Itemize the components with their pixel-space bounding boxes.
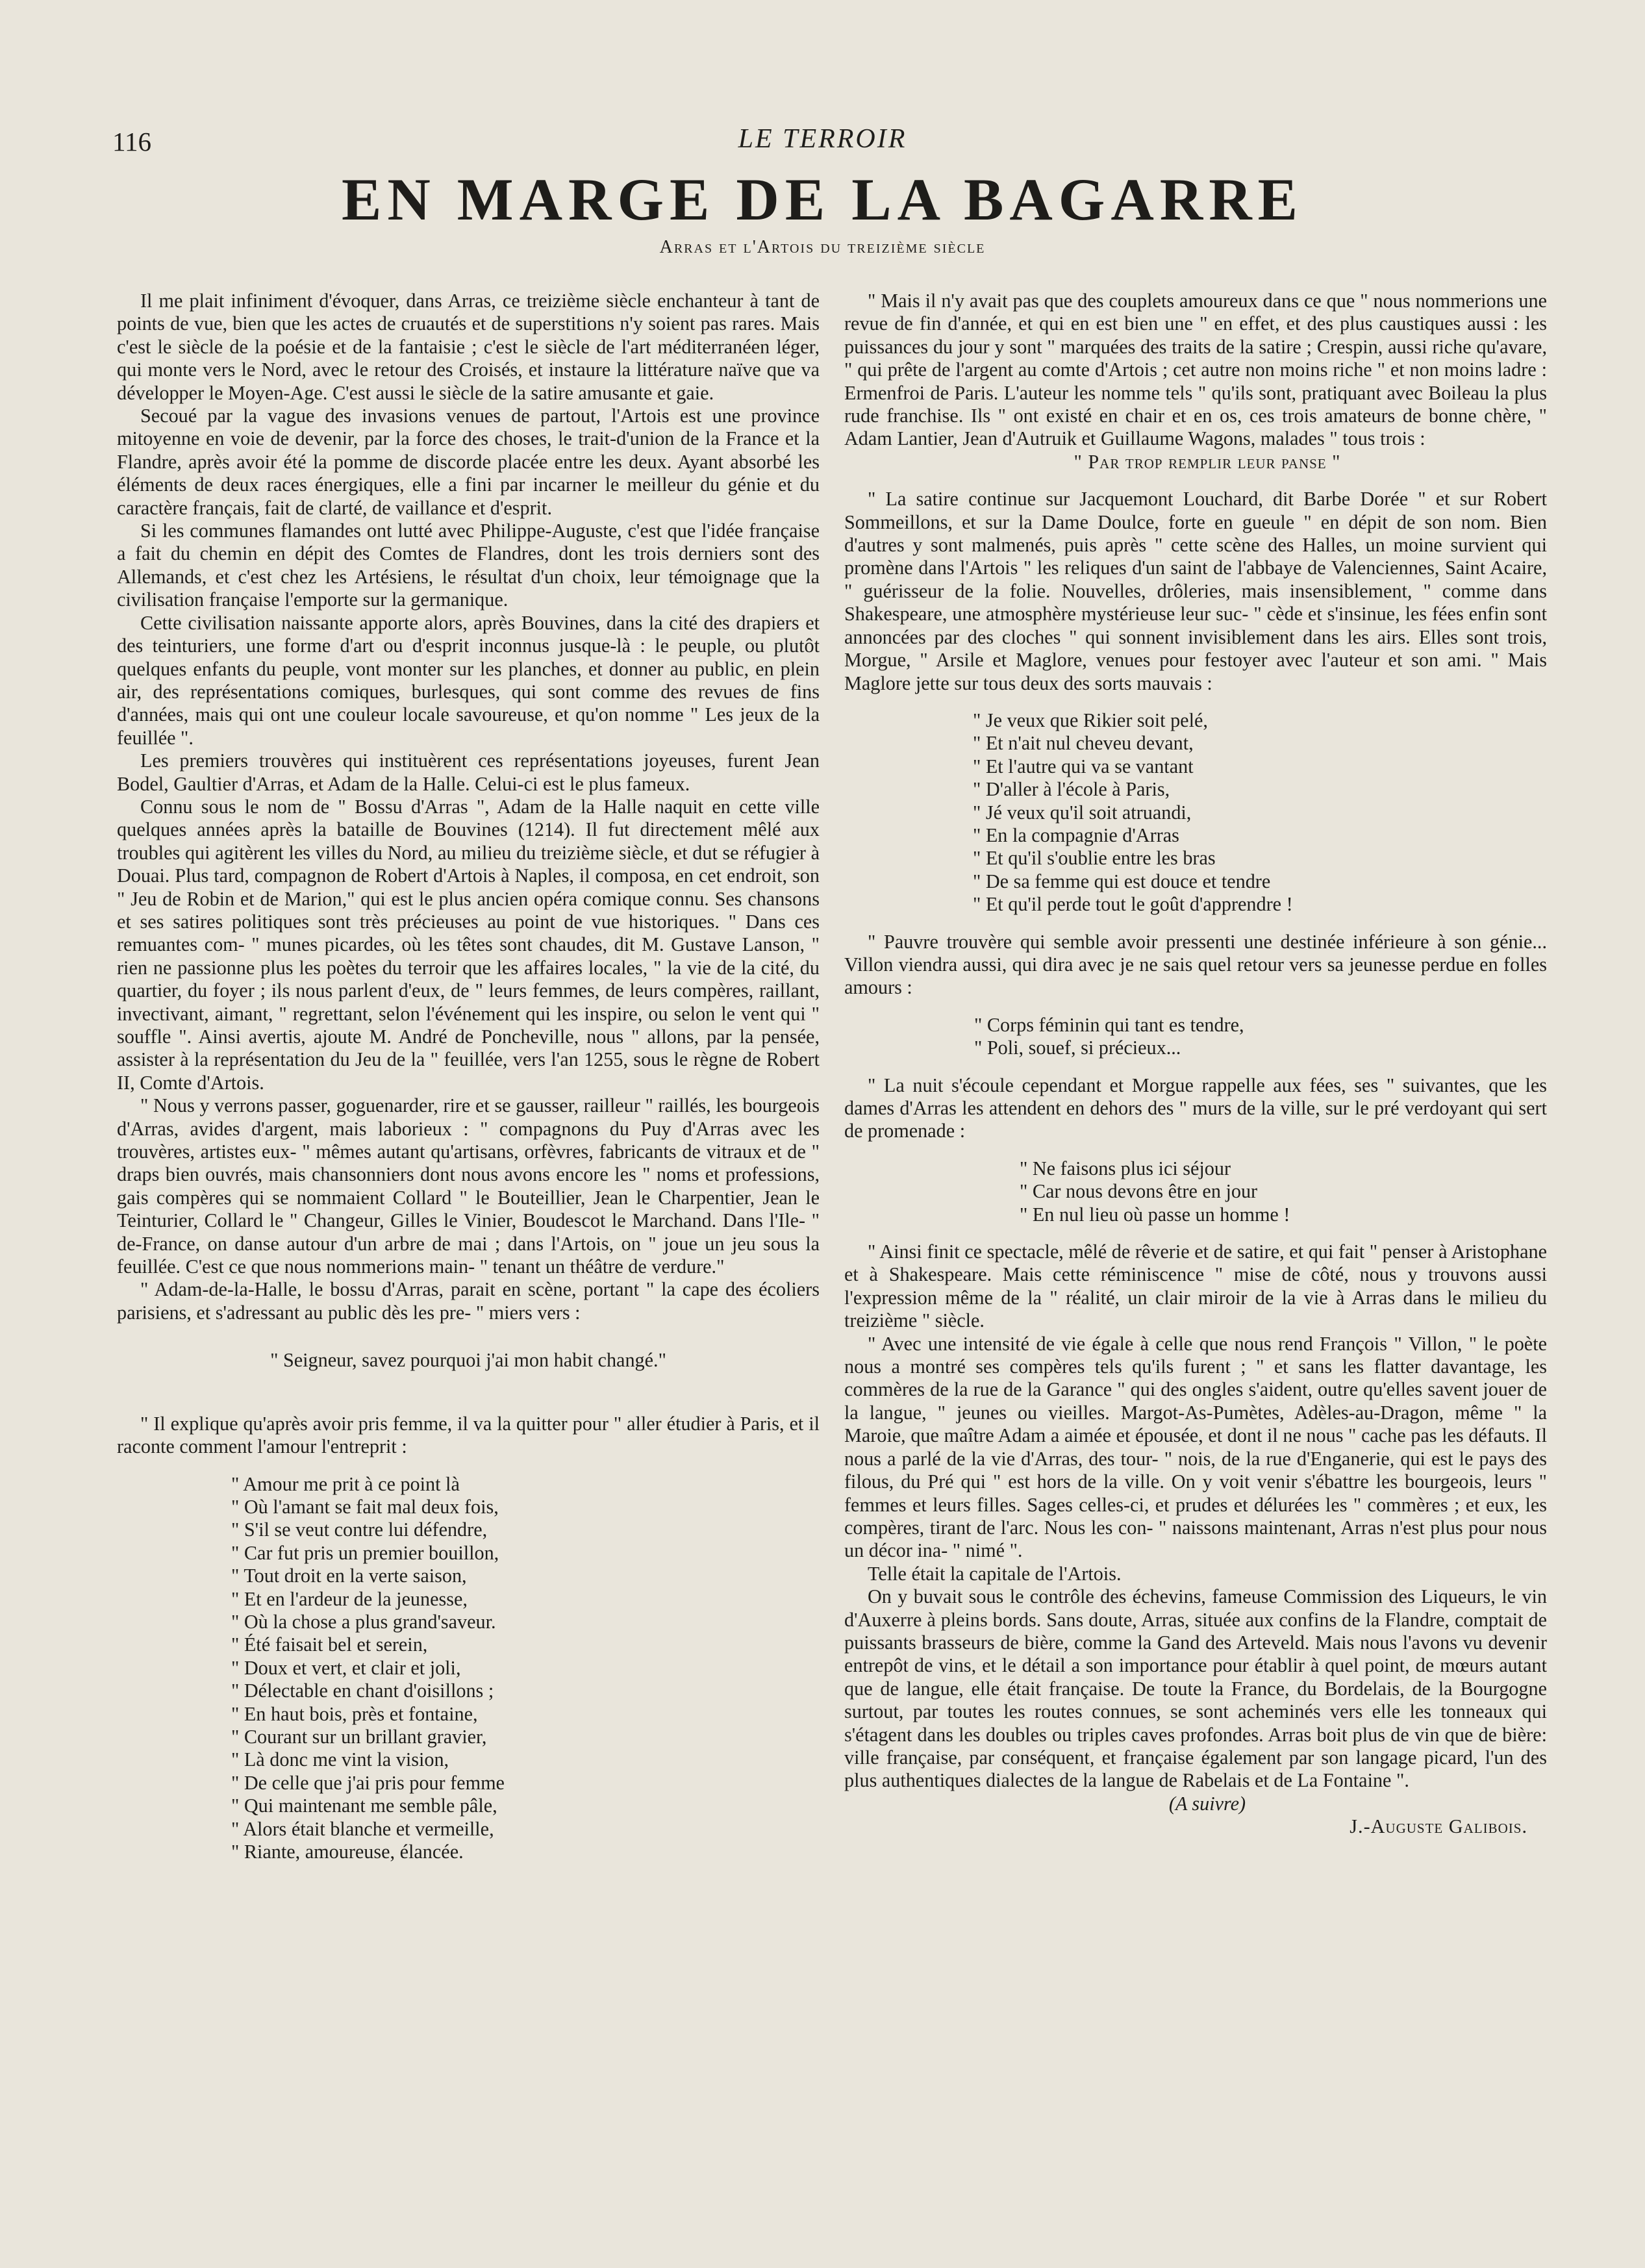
verse-line: " Riante, amoureuse, élancée. [231,1841,464,1863]
paragraph: " Mais il n'y avait pas que des couplets amoureux dans ce que " nous nommerions une revue de fin d'année, et qui en est bien une " en effet, et des plus caustiques aussi : les puissances du jour y sont " marquées des traits de la satire ; Crespin, aussi riche qu'avare, " qui prête de l'argent au comte d'Artois ; cet autre non moins riche " et non moins ladre : Ermenfroi de Paris. L'auteur les nomme tels " qu'ils sont, pratiquant avec Boileau la plus rude franchise. Ils " ont existé en chair et en os, ces trois amateurs de bonne chère, " Adam Lantier, Jean d'Autruik et Guillaume Wagons, malades " tous trois : [844,290,1547,450]
paragraph: Il me plait infiniment d'évoquer, dans Arras, ce treizième siècle enchanteur à tant de points de vue, bien que les actes de cruautés et de superstitions n'y soient pas rares. Mais c'est le siècle de la poésie et de la fantaisie ; c'est le siècle de l'art méditerranéen léger, qui monte vers le Nord, avec le retour des Croisés, et instaure la littérature naïve que va développer le Moyen-Age. C'est aussi le siècle de la satire amusante et gaie. [117,290,820,404]
verse-line: " Où l'amant se fait mal deux fois, [231,1495,499,1518]
verse-line: " Et qu'il perde tout le goût d'apprendre ! [973,893,1293,916]
verse-line: " De sa femme qui est douce et tendre [973,870,1271,892]
article-subtitle: Arras et l'Artois du treizième siècle [659,237,986,257]
paragraph: " La nuit s'écoule cependant et Morgue rappelle aux fées, ses " suivantes, que les dames d'Arras les attendent en dehors des " murs de la ville, sur le pré verdoyant qui sert de promenade : [844,1074,1547,1142]
paragraph: " La satire continue sur Jacquemont Louchard, dit Barbe Dorée " et sur Robert Sommeillons, et sur la Dame Doulce, forte en gueule " en dépit de son nom. Bien d'autres y sont malmenés, puis après " cette scène des Halles, un moine survient qui promène dans l'Artois " les reliques d'un saint de l'abbaye de Valenciennes, Saint Acaire, " guérisseur de la folie. Nouvelles, drôleries, mais insensiblement, " comme dans Shakespeare, une atmosphère mystérieuse leur suc- " cède et s'insinue, les fées enfin sont annoncées par des cloches " qui sonnent invisiblement dans les airs. Elles sont trois, Morgue, " Arsile et Maglore, venues pour festoyer avec l'auteur et son ami. " Mais Maglore jette sur tous deux des sorts mauvais : [844,488,1547,694]
page-number: 116 [112,127,151,157]
verse-line: " Poli, souef, si précieux... [974,1037,1181,1059]
paragraph: " Il explique qu'après avoir pris femme, il va la quitter pour " aller étudier à Paris, et il raconte comment l'amour l'entreprit : [117,1412,820,1458]
verse-line: " S'il se veut contre lui défendre, [231,1518,488,1541]
to-be-continued: (A suivre) [1168,1792,1246,1815]
verse-line: " Délectable en chant d'oisillons ; [231,1680,494,1702]
verse-line: " En la compagnie d'Arras [973,824,1179,846]
paragraph: " Nous y verrons passer, goguenarder, rire et se gausser, railleur " raillés, les bourgeois d'Arras, avides d'argent, mais laborieux : " compagnons du Puy d'Arras avec les trouvères, artistes eux- " mêmes autant qu'artisans, orfèvres, fabricants de vitraux et de " draps bien ouvrés, mais chansonniers dont nous avons encore les " noms et professions, gais compères qui se nommaient Collard " le Bouteillier, Jean le Charpentier, Jean le Teinturier, Collard le " Changeur, Gilles le Vinier, Boudescot le Marchand. Dans l'Ile- " de-France, on danse autour d'un arbre de mai ; dans l'Artois, on " joue un jeu sous la feuillée. C'est ce que nous nommerions main- " tenant un théâtre de verdure." [117,1094,820,1278]
paragraph: " Ainsi finit ce spectacle, mêlé de rêverie et de satire, et qui fait " penser à Aristophane et à Shakespeare. Mais cette réminiscence " mise de côté, nous y trouvons aussi l'expression même de la " réalité, un clair miroir de la vie à Arras dans le milieu du treizième " siècle. [844,1241,1547,1332]
author-signature: J.-Auguste Galibois. [1350,1815,1527,1838]
poem-villon [844,1014,1547,1060]
verse-line: " D'aller à l'école à Paris, [973,778,1170,801]
verse-line: " Ne faisons plus ici séjour [1020,1157,1231,1179]
poem-amour [117,1473,820,1864]
verse-line: " Été faisait bel et serein, [231,1633,428,1656]
verse-line: " Tout droit en la verte saison, [231,1565,467,1587]
verse-line: " Alors était blanche et vermeille, [231,1817,494,1840]
verse-line: " Et qu'il s'oublie entre les bras [973,847,1216,870]
verse-line: " De celle que j'ai pris pour femme [231,1771,505,1794]
verse-line: " Courant sur un brillant gravier, [231,1725,487,1748]
verse-line: " Et en l'ardeur de la jeunesse, [231,1587,468,1610]
quoted-phrase: " Par trop remplir leur panse " [1074,450,1341,473]
verse-line: " Là donc me vint la vision, [231,1748,449,1771]
paragraph: Cette civilisation naissante apporte alors, après Bouvines, dans la cité des drapiers et des teinturiers, une forme d'art ou d'esprit inconnus jusque-là : le peuple, ou plutôt quelques enfants du peuple, vont monter sur les planches, et donner au public, en plein air, des représentations comiques, burlesques, qui sont comme des revues de fins d'années, mais qui ont une couleur locale savoureuse, et qu'on nomme " Les jeux de la feuillée ". [117,611,820,749]
verse-line: " Où la chose a plus grand'saveur. [231,1610,496,1633]
verse-line: " Et l'autre qui va se vantant [973,755,1194,777]
verse-line: " Corps féminin qui tant es tendre, [974,1013,1244,1036]
article-title: EN MARGE DE LA BAGARRE [341,166,1303,233]
right-column [844,290,1547,1839]
paragraph: Secoué par la vague des invasions venues de partout, l'Artois est une province mitoyenne en voie de devenir, par la force des choses, le trait-d'union de la France et la Flandre, après avoir été la pomme de discorde placée entre les deux. Ayant absorbé les éléments de deux races énergiques, elle a fini par incarner le meilleur du génie et du caractère français, fait de clarté, de vaillance et d'esprit. [117,405,820,519]
paragraph: Telle était la capitale de l'Artois. [868,1562,1122,1585]
paragraph: On y buvait sous le contrôle des échevins, fameuse Commission des Liqueurs, le vin d'Auxerre à pleins bords. Sans doute, Arras, située aux confins de la Flandre, comptait de puissants brasseurs de bière, comme la Gand des Arteveld. Mais nous l'avons vu devenir entrepôt de vins, et le détail a son importance pour établir à quel point, de mœurs autant que de langue, elle était française. De toute la France, du Bordelais, de la Bourgogne surtout, par toutes les routes connues, se sont acheminés vers elle les tonneaux qui s'étagent dans les doubles ou triples caves profondes. Arras boit plus de vin que de bière: ville française, par conséquent, et française également par son langage picard, l'un des plus authentiques dialectes de la langue de Rabelais et de La Fontaine ". [844,1585,1547,1792]
poem-fees [844,1157,1547,1226]
poem-maglore [844,709,1547,916]
paragraph: " Avec une intensité de vie égale à celle que nous rend François " Villon, " le poète nous a montré ses compères tels qu'ils furent ; " et sans les flatter davantage, les commères de la rue de la Garance " qui des ongles s'aident, outre qu'elles savent jouer de la langue, " jeunes ou vieilles. Margot-As-Pumètes, Adèles-au-Dragon, même " la Maroie, que maître Adam a aimée et épousée, et dont il ne nous " cache pas les défauts. Il nous a parlé de la vie d'Arras, des tour- " nois, de la rue d'Enganerie, qui est le pays des filous, du Pré qui " est hors de la ville. On y voit venir s'ébattre les bourgeois, leurs " femmes et leurs filles. Sages celles-ci, et prudes et délurées les " commères ; et eux, les compères, tirant de l'arc. Nous les con- " naissons maintenant, Arras n'est plus pour nous un décor ina- " nimé ". [844,1332,1547,1562]
quoted-verse: " Seigneur, savez pourquoi j'ai mon habit changé." [270,1349,666,1372]
verse-line: " Car fut pris un premier bouillon, [231,1541,499,1564]
verse-line: " Et n'ait nul cheveu devant, [973,732,1194,755]
verse-line: " En haut bois, près et fontaine, [231,1702,478,1725]
verse-line: " Amour me prit à ce point là [231,1472,460,1495]
verse-line: " Jé veux qu'il soit atruandi, [973,801,1192,824]
paragraph: Si les communes flamandes ont lutté avec Philippe-Auguste, c'est que l'idée française a fait du chemin en dépit des Comtes de Flandres, dont les trois derniers sont des Allemands, et c'est chez les Artésiens, le résultat d'un choix, leur témoignage que la civilisation française l'emporte sur la germanique. [117,520,820,611]
verse-line: " Car nous devons être en jour [1020,1180,1258,1203]
verse-line: " Doux et vert, et clair et joli, [231,1656,461,1679]
paragraph: " Pauvre trouvère qui semble avoir pressenti une destinée inférieure à son génie... Villon viendra aussi, qui dira avec je ne sais quel retour vers sa jeunesse perdue en folles amours : [844,930,1547,999]
paragraph: Les premiers trouvères qui instituèrent ces représentations joyeuses, furent Jean Bodel, Gaultier d'Arras, et Adam de la Halle. Celui-ci est le plus fameux. [117,750,820,795]
left-column [117,290,820,1863]
paragraph: " Adam-de-la-Halle, le bossu d'Arras, parait en scène, portant " la cape des écoliers parisiens, et s'adressant au public dès les pre- " miers vers : [117,1278,820,1324]
running-head: LE TERROIR [738,124,907,154]
verse-line: " En nul lieu où passe un homme ! [1020,1203,1290,1226]
verse-line: " Qui maintenant me semble pâle, [231,1795,497,1817]
verse-line: " Je veux que Rikier soit pelé, [973,709,1208,731]
paragraph: Connu sous le nom de " Bossu d'Arras ", Adam de la Halle naquit en cette ville quelques années après la bataille de Bouvines (1214). Il fut directement mêlé aux troubles qui agitèrent les villes du Nord, au milieu du treizième siècle, et dut se réfugier à Douai. Plus tard, compagnon de Robert d'Artois à Naples, il composa, en cet endroit, son " Jeu de Robin et de Marion," qui est le plus ancien opéra comique connu. Ses chansons et ses satires politiques sont très précieuses au point de vue historiques. " Dans ces remuantes com- " munes picardes, où les têtes sont chaudes, dit M. Gustave Lanson, " rien ne passionne plus les poètes du terroir que les affaires locales, " la vie de la cité, du quartier, du foyer ; ils nous parlent d'eux, de " leurs femmes, de leurs compères, raillant, invectivant, aimant, " regrettant, selon l'événement qui les inspire, ou selon le vent qui " souffle ". Ainsi avertis, ajoute M. André de Poncheville, nous " allons, par la pensée, assister à la représentation du Jeu de la " feuillée, vers l'an 1255, sous le règne de Robert II, Comte d'Artois. [117,795,820,1094]
